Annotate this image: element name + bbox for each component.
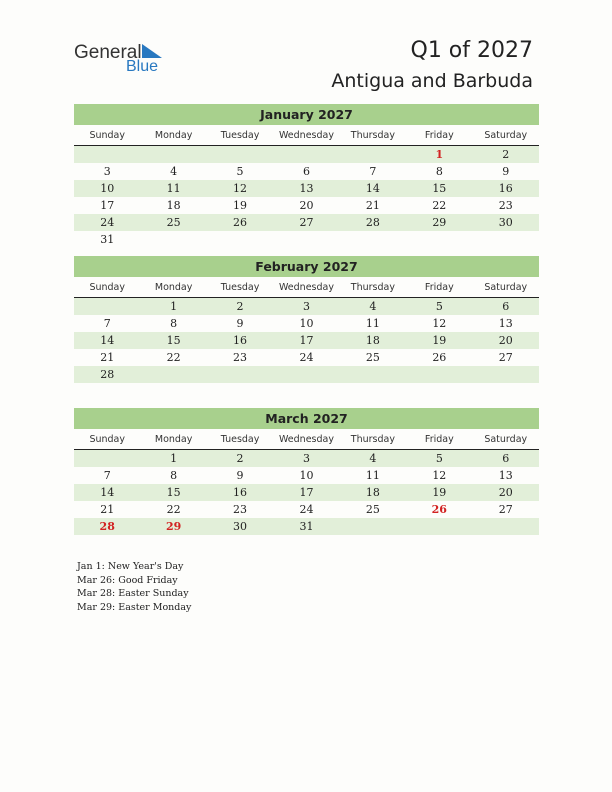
day-cell	[406, 231, 472, 248]
day-cell: 10	[299, 469, 314, 482]
day-cell: 28	[365, 216, 380, 229]
weekday-label: Wednesday	[278, 434, 334, 445]
week-row	[74, 231, 539, 248]
day-cell: 7	[369, 165, 377, 178]
day-cell: 9	[236, 469, 244, 482]
holiday-note: Mar 29: Easter Monday	[77, 601, 192, 613]
day-cell: 9	[236, 317, 244, 330]
logo-blue-text: Blue	[126, 58, 159, 75]
day-cell: 30	[233, 520, 248, 533]
day-cell: 21	[365, 199, 380, 212]
day-cell: 16	[498, 182, 513, 195]
day-cell: 20	[299, 199, 314, 212]
month-february	[74, 256, 539, 383]
day-cell: 10	[299, 317, 314, 330]
day-cell: 2	[502, 148, 510, 161]
day-cell: 3	[302, 300, 310, 313]
day-cell: 30	[498, 216, 513, 229]
day-cell: 18	[166, 199, 181, 212]
day-cell	[340, 366, 406, 383]
day-cell	[74, 450, 140, 467]
day-cell: 13	[498, 317, 513, 330]
holiday-day-cell: 1	[435, 148, 444, 161]
day-cell: 5	[435, 452, 443, 465]
day-cell: 23	[233, 503, 248, 516]
day-cell	[406, 518, 472, 535]
day-cell: 1	[170, 300, 178, 313]
day-cell: 18	[365, 486, 380, 499]
weekday-label: Friday	[424, 282, 454, 293]
day-cell: 20	[498, 334, 513, 347]
day-cell: 26	[432, 351, 447, 364]
day-cell: 9	[502, 165, 510, 178]
day-cell: 5	[435, 300, 443, 313]
week-row	[74, 315, 539, 332]
holiday-day-cell: 28	[99, 520, 115, 533]
day-cell: 8	[170, 317, 178, 330]
day-cell: 24	[100, 216, 115, 229]
day-cell: 27	[498, 351, 513, 364]
day-cell: 15	[166, 486, 181, 499]
day-cell: 12	[432, 469, 447, 482]
day-cell: 23	[498, 199, 513, 212]
day-cell: 7	[103, 317, 111, 330]
day-cell: 11	[166, 182, 181, 195]
day-cell: 12	[432, 317, 447, 330]
weekday-label: Thursday	[350, 434, 395, 445]
day-cell: 12	[233, 182, 248, 195]
day-cell: 21	[100, 351, 115, 364]
day-cell: 11	[365, 469, 380, 482]
day-cell: 31	[100, 233, 115, 246]
day-cell: 18	[365, 334, 380, 347]
quarter-title: Q1 of 2027	[410, 38, 533, 63]
day-cell	[207, 231, 273, 248]
day-cell	[473, 518, 539, 535]
week-row	[74, 450, 539, 467]
day-cell: 6	[302, 165, 310, 178]
day-cell	[340, 231, 406, 248]
day-cell: 25	[365, 351, 380, 364]
day-cell: 4	[369, 452, 377, 465]
day-cell	[74, 146, 140, 163]
day-cell: 24	[299, 351, 314, 364]
day-cell: 22	[166, 503, 181, 516]
weekday-label: Sunday	[89, 434, 125, 445]
day-cell	[273, 146, 339, 163]
day-cell: 20	[498, 486, 513, 499]
week-row	[74, 163, 539, 180]
day-cell: 26	[233, 216, 248, 229]
weekday-label: Monday	[154, 434, 193, 445]
day-cell	[340, 146, 406, 163]
holiday-note: Mar 26: Good Friday	[77, 574, 178, 586]
day-cell: 27	[498, 503, 513, 516]
weekday-header-row	[74, 431, 539, 450]
day-cell: 10	[100, 182, 115, 195]
day-cell: 13	[498, 469, 513, 482]
day-cell: 14	[100, 334, 115, 347]
weekday-label: Saturday	[484, 434, 528, 445]
day-cell: 19	[432, 486, 447, 499]
day-cell: 8	[170, 469, 178, 482]
week-row	[74, 349, 539, 366]
month-title: March 2027	[74, 408, 539, 429]
day-cell: 14	[365, 182, 380, 195]
day-cell: 19	[233, 199, 248, 212]
day-cell: 15	[166, 334, 181, 347]
day-cell: 3	[103, 165, 111, 178]
day-cell: 25	[166, 216, 181, 229]
day-cell: 6	[502, 452, 510, 465]
day-cell: 21	[100, 503, 115, 516]
week-row	[74, 197, 539, 214]
day-cell: 3	[302, 452, 310, 465]
weekday-label: Tuesday	[220, 282, 260, 293]
day-cell: 17	[299, 486, 314, 499]
month-january	[74, 104, 539, 248]
day-cell	[473, 231, 539, 248]
week-row	[74, 501, 539, 518]
day-cell: 2	[236, 300, 244, 313]
day-cell: 16	[233, 334, 248, 347]
day-cell	[273, 231, 339, 248]
day-cell: 1	[170, 452, 178, 465]
day-cell: 17	[100, 199, 115, 212]
day-cell	[140, 366, 206, 383]
weekday-label: Friday	[424, 130, 454, 141]
weekday-header-row	[74, 279, 539, 298]
day-cell	[273, 366, 339, 383]
day-cell	[340, 518, 406, 535]
day-cell: 11	[365, 317, 380, 330]
day-cell	[140, 231, 206, 248]
weekday-label: Sunday	[89, 282, 125, 293]
day-cell: 28	[100, 368, 115, 381]
weekday-label: Saturday	[484, 130, 528, 141]
day-cell: 24	[299, 503, 314, 516]
week-row	[74, 467, 539, 484]
weekday-label: Monday	[154, 130, 193, 141]
day-cell	[140, 146, 206, 163]
week-row	[74, 332, 539, 349]
day-cell: 17	[299, 334, 314, 347]
day-cell: 29	[432, 216, 447, 229]
weekday-label: Saturday	[484, 282, 528, 293]
week-row	[74, 366, 539, 383]
week-row	[74, 146, 539, 163]
weekday-label: Wednesday	[278, 130, 334, 141]
day-cell: 22	[166, 351, 181, 364]
weekday-label: Thursday	[350, 130, 395, 141]
weekday-label: Tuesday	[220, 434, 260, 445]
day-cell	[473, 366, 539, 383]
day-cell: 23	[233, 351, 248, 364]
day-cell: 22	[432, 199, 447, 212]
day-cell: 15	[432, 182, 447, 195]
weekday-label: Friday	[424, 434, 454, 445]
week-row	[74, 518, 539, 535]
day-cell: 8	[435, 165, 443, 178]
weekday-label: Wednesday	[278, 282, 334, 293]
month-march	[74, 408, 539, 535]
day-cell	[406, 366, 472, 383]
day-cell: 14	[100, 486, 115, 499]
day-cell: 4	[369, 300, 377, 313]
day-cell: 31	[299, 520, 314, 533]
day-cell: 4	[170, 165, 178, 178]
holiday-day-cell: 26	[431, 503, 447, 516]
day-cell: 6	[502, 300, 510, 313]
holiday-notes	[77, 560, 191, 614]
week-row	[74, 298, 539, 315]
day-cell	[207, 366, 273, 383]
day-cell: 25	[365, 503, 380, 516]
day-cell: 7	[103, 469, 111, 482]
weekday-label: Sunday	[89, 130, 125, 141]
country-title: Antigua and Barbuda	[331, 70, 533, 92]
weekday-label: Monday	[154, 282, 193, 293]
month-title: January 2027	[74, 104, 539, 125]
day-cell: 27	[299, 216, 314, 229]
weekday-label: Tuesday	[220, 130, 260, 141]
weekday-label: Thursday	[350, 282, 395, 293]
day-cell: 5	[236, 165, 244, 178]
week-row	[74, 214, 539, 231]
holiday-note: Jan 1: New Year's Day	[77, 561, 184, 572]
month-title: February 2027	[74, 256, 539, 277]
week-row	[74, 180, 539, 197]
day-cell: 2	[236, 452, 244, 465]
day-cell	[207, 146, 273, 163]
week-row	[74, 484, 539, 501]
day-cell: 13	[299, 182, 314, 195]
day-cell: 19	[432, 334, 447, 347]
weekday-header-row	[74, 127, 539, 146]
day-cell: 16	[233, 486, 248, 499]
holiday-note: Mar 28: Easter Sunday	[77, 588, 189, 599]
logo-general-text: General	[74, 42, 142, 63]
holiday-day-cell: 29	[165, 520, 182, 533]
day-cell	[74, 298, 140, 315]
